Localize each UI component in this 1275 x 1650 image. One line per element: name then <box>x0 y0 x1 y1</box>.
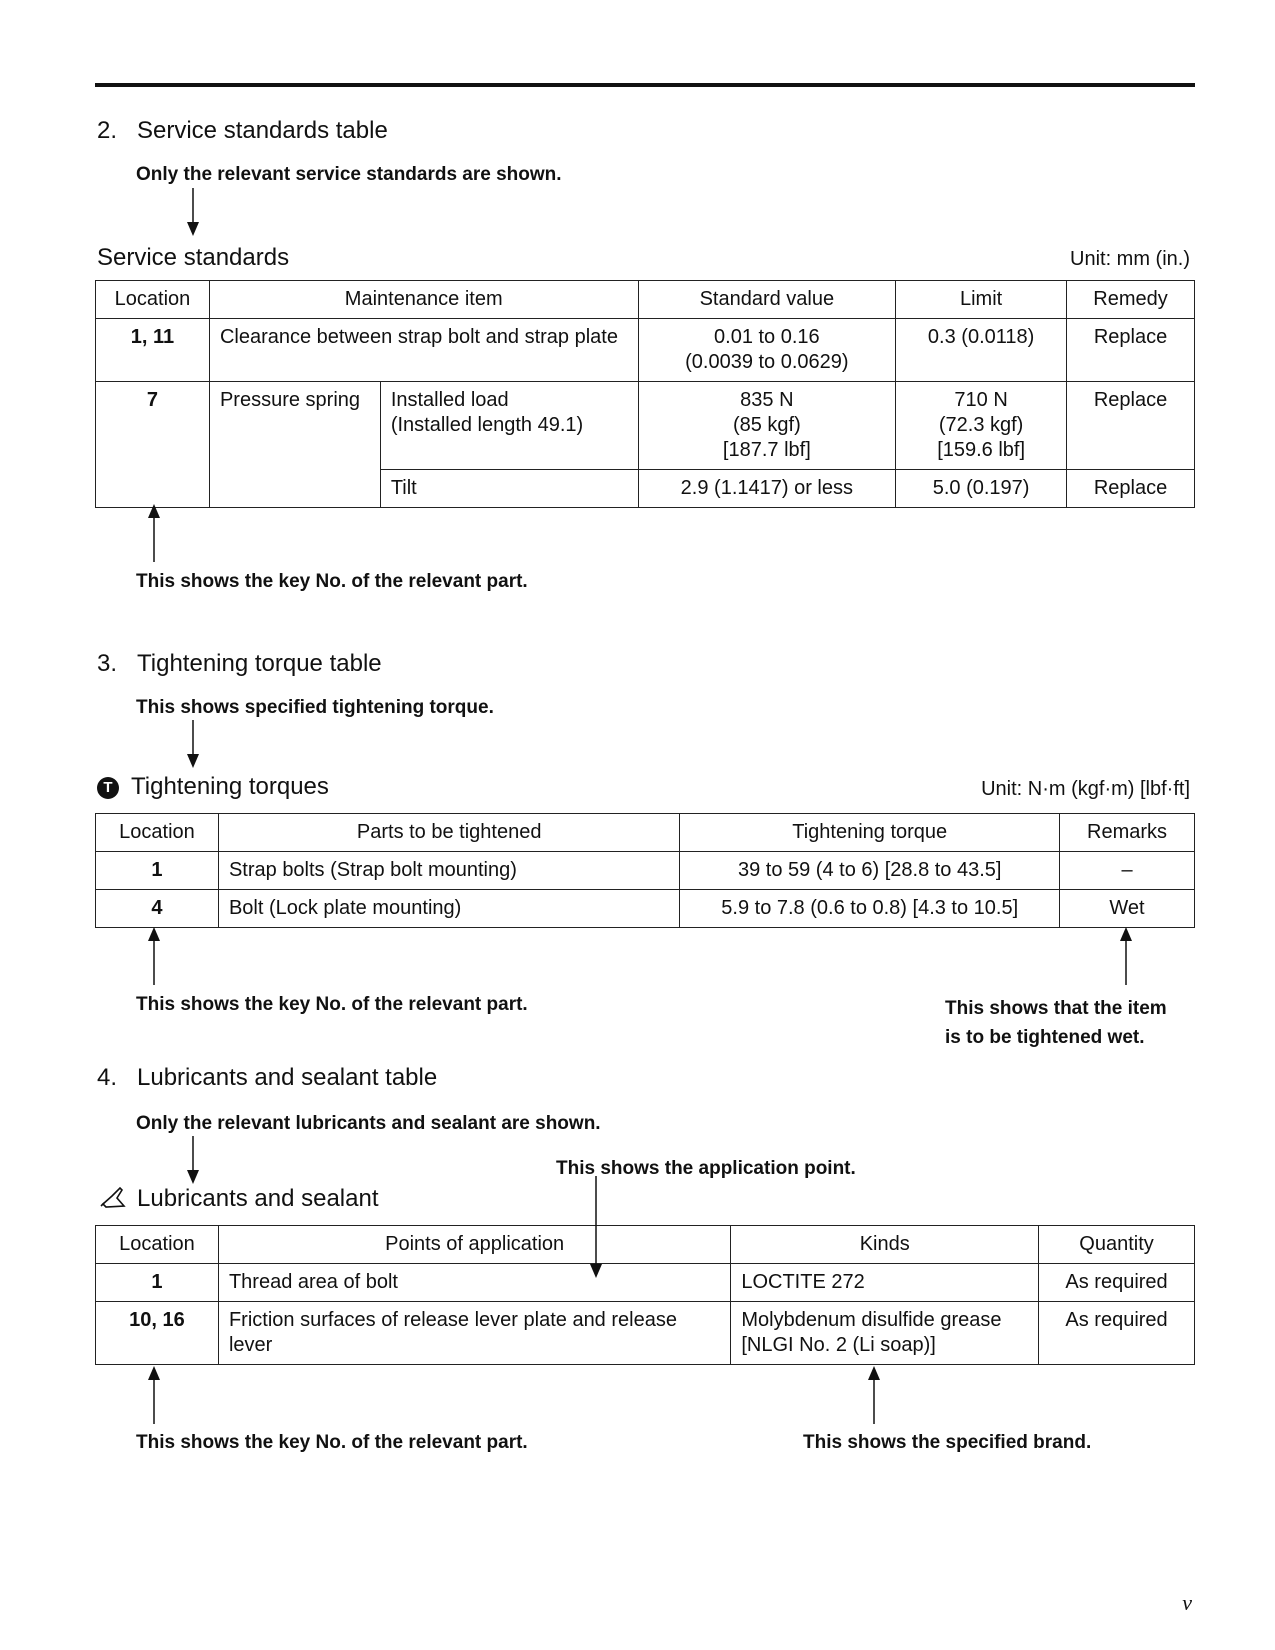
header-location: Location <box>96 814 219 852</box>
section-3-note-right: This shows that the item is to be tightened wet. <box>945 998 1167 1048</box>
point-cell: Friction surfaces of release lever plate and release lever <box>218 1302 730 1365</box>
remedy-cell: Replace <box>1067 319 1195 382</box>
item-cell: Pressure spring <box>209 382 380 508</box>
top-rule <box>95 83 1195 87</box>
remedy-cell: Replace <box>1067 470 1195 508</box>
quantity-cell: As required <box>1039 1264 1195 1302</box>
item-cell: Clearance between strap bolt and strap plate <box>209 319 638 382</box>
header-kinds: Kinds <box>731 1226 1039 1264</box>
section-4-note-point: This shows the application point. <box>556 1158 856 1179</box>
standard-cell: 0.01 to 0.16 (0.0039 to 0.0629) <box>638 319 896 382</box>
section-3-heading: 3. Tightening torque table <box>97 650 382 677</box>
header-torque: Tightening torque <box>680 814 1060 852</box>
header-maintenance-item: Maintenance item <box>209 281 638 319</box>
location-cell: 1 <box>96 1264 219 1302</box>
section-3-note-left: This shows the key No. of the relevant part. <box>136 994 528 1015</box>
location-cell: 10, 16 <box>96 1302 219 1365</box>
section-4-note-top: Only the relevant lubricants and sealant are shown. <box>136 1113 601 1134</box>
service-standards-unit: Unit: mm (in.) <box>1070 248 1190 270</box>
sub-item-cell: Installed load (Installed length 49.1) <box>380 382 638 470</box>
section-2-heading: 2. Service standards table <box>97 117 388 144</box>
header-location: Location <box>96 281 210 319</box>
table-row <box>96 1302 1195 1365</box>
section-4-note-left: This shows the key No. of the relevant part. <box>136 1432 528 1453</box>
tightening-torques-table <box>95 813 1195 928</box>
standard-cell: 835 N (85 kgf) [187.7 lbf] <box>638 382 896 470</box>
section-4-heading: 4. Lubricants and sealant table <box>97 1064 438 1091</box>
service-standards-table <box>95 280 1195 508</box>
down-arrow <box>183 188 203 238</box>
torque-icon: T <box>97 777 119 799</box>
tightening-torques-unit: Unit: N·m (kgf·m) [lbf·ft] <box>981 778 1190 800</box>
tightening-torques-title: T Tightening torques <box>97 773 329 801</box>
location-cell: 7 <box>96 382 210 508</box>
up-arrow <box>144 502 164 564</box>
table-row <box>96 890 1195 928</box>
header-remedy: Remedy <box>1067 281 1195 319</box>
remedy-cell: Replace <box>1067 382 1195 470</box>
part-cell: Bolt (Lock plate mounting) <box>218 890 679 928</box>
up-arrow <box>1116 925 1136 987</box>
lubricants-title: Lubricants and sealant <box>137 1185 379 1212</box>
table-row <box>96 1264 1195 1302</box>
kind-cell: Molybdenum disulfide grease [NLGI No. 2 (Li soap)] <box>731 1302 1039 1365</box>
header-remarks: Remarks <box>1060 814 1195 852</box>
sub-item-cell: Tilt <box>380 470 638 508</box>
torque-cell: 39 to 59 (4 to 6) [28.8 to 43.5] <box>680 852 1060 890</box>
section-3-note-top: This shows specified tightening torque. <box>136 697 494 718</box>
remarks-cell: Wet <box>1060 890 1195 928</box>
limit-cell: 710 N (72.3 kgf) [159.6 lbf] <box>896 382 1067 470</box>
down-arrow <box>586 1176 606 1282</box>
header-points: Points of application <box>218 1226 730 1264</box>
up-arrow <box>144 925 164 987</box>
torque-cell: 5.9 to 7.8 (0.6 to 0.8) [4.3 to 10.5] <box>680 890 1060 928</box>
location-cell: 4 <box>96 890 219 928</box>
section-2-note-top: Only the relevant service standards are shown. <box>136 164 562 185</box>
header-standard-value: Standard value <box>638 281 896 319</box>
section-4-note-right: This shows the specified brand. <box>803 1432 1092 1453</box>
down-arrow <box>183 720 203 770</box>
down-arrow <box>183 1136 203 1186</box>
remarks-cell: – <box>1060 852 1195 890</box>
limit-cell: 0.3 (0.0118) <box>896 319 1067 382</box>
up-arrow <box>864 1364 884 1426</box>
header-parts: Parts to be tightened <box>218 814 679 852</box>
table-row <box>96 319 1195 382</box>
section-2-note-bottom: This shows the key No. of the relevant part. <box>136 571 528 592</box>
up-arrow <box>144 1364 164 1426</box>
table-row <box>96 382 1195 470</box>
header-quantity: Quantity <box>1039 1226 1195 1264</box>
quantity-cell: As required <box>1039 1302 1195 1365</box>
location-cell: 1, 11 <box>96 319 210 382</box>
service-standards-title: Service standards <box>97 244 290 271</box>
limit-cell: 5.0 (0.197) <box>896 470 1067 508</box>
kind-cell: LOCTITE 272 <box>731 1264 1039 1302</box>
header-limit: Limit <box>896 281 1067 319</box>
lubricants-table <box>95 1225 1195 1365</box>
location-cell: 1 <box>96 852 219 890</box>
point-cell: Thread area of bolt <box>218 1264 730 1302</box>
oil-can-icon <box>100 1184 128 1210</box>
page-number: v <box>1182 1590 1192 1615</box>
table-row <box>96 852 1195 890</box>
standard-cell: 2.9 (1.1417) or less <box>638 470 896 508</box>
header-location: Location <box>96 1226 219 1264</box>
part-cell: Strap bolts (Strap bolt mounting) <box>218 852 679 890</box>
